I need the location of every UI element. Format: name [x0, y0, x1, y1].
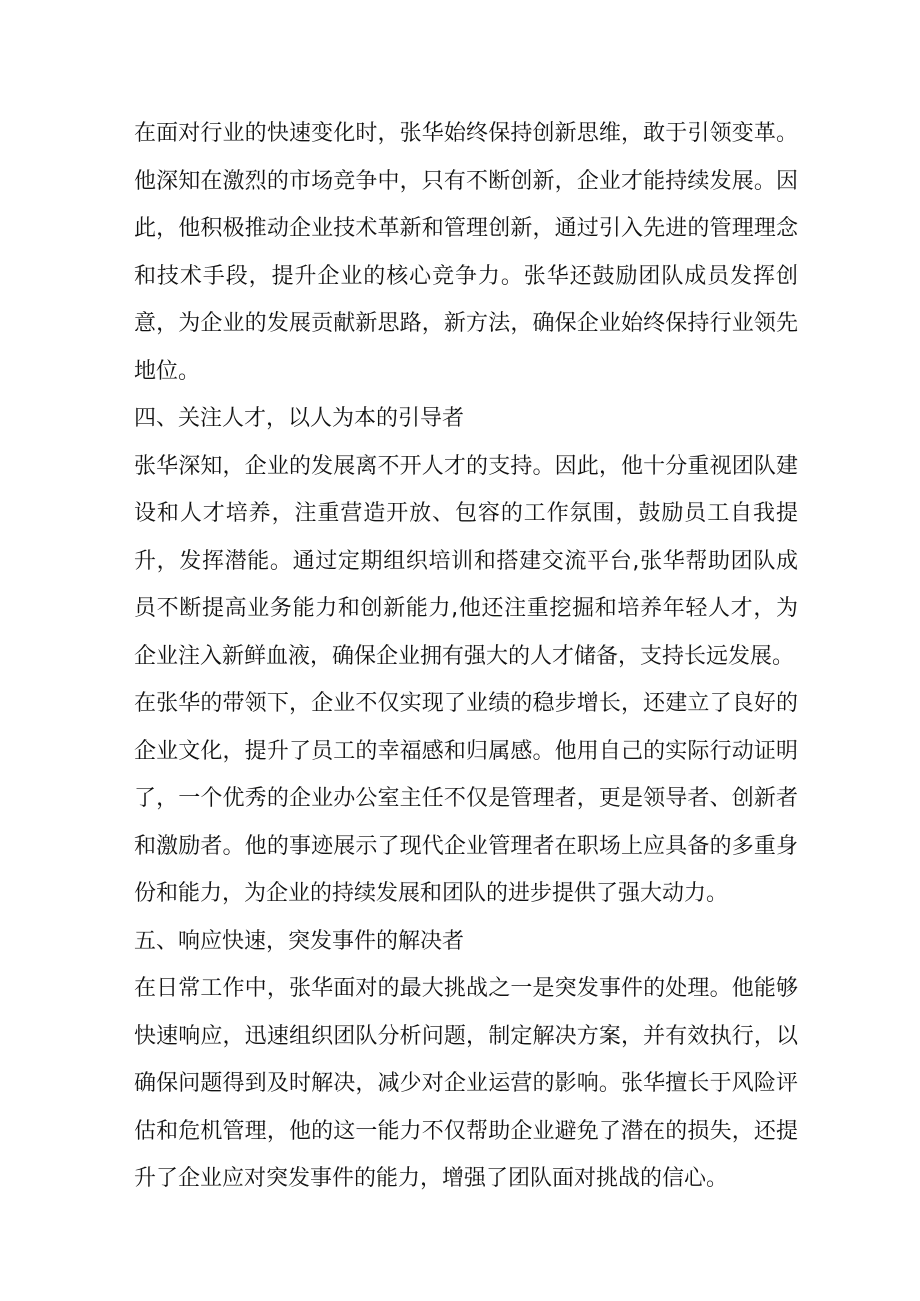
paragraph-innovation: 在面对行业的快速变化时，张华始终保持创新思维，敢于引领变革。他深知在激烈的市场竞争中，只有不断创新，企业才能持续发展。因此，他积极推动企业技术革新和管理创新，通过引入先进的管理理念和技术手段，提升企业的核心竞争力。张华还鼓励团队成员发挥创意，为企业的发展贡献新思路，新方法，确保企业始终保持行业领先地位。: [134, 121, 798, 384]
paragraph-talent: 张华深知，企业的发展离不开人才的支持。因此，他十分重视团队建设和人才培养，注重营造开放、包容的工作氛围，鼓励员工自我提升，发挥潜能。通过定期组织培训和搭建交流平台,张华帮助团队成员不断提高业务能力和创新能力,他还注重挖掘和培养年轻人才，为企业注入新鲜血液，确保企业拥有强大的人才储备，支持长远发展。: [134, 453, 798, 669]
section-heading-emergency: 五、响应快速，突发事件的解决者: [134, 928, 465, 954]
paragraph-leadership-summary: 在张华的带领下，企业不仅实现了业绩的稳步增长，还建立了良好的企业文化，提升了员工的幸福感和归属感。他用自己的实际行动证明了，一个优秀的企业办公室主任不仅是管理者，更是领导者、创新者和激励者。他的事迹展示了现代企业管理者在职场上应具备的多重身份和能力，为企业的持续发展和团队的进步提供了强大动力。: [134, 691, 798, 906]
paragraph-emergency: 在日常工作中，张华面对的最大挑战之一是突发事件的处理。他能够快速响应，迅速组织团队分析问题，制定解决方案，并有效执行，以确保问题得到及时解决，减少对企业运营的影响。张华擅长于风险评估和危机管理，他的这一能力不仅帮助企业避免了潜在的损失，还提升了企业应对突发事件的能力，增强了团队面对挑战的信心。: [134, 976, 798, 1191]
document-body: [134, 110, 798, 1203]
section-heading-talent: 四、关注人才，以人为本的引导者: [134, 406, 465, 431]
